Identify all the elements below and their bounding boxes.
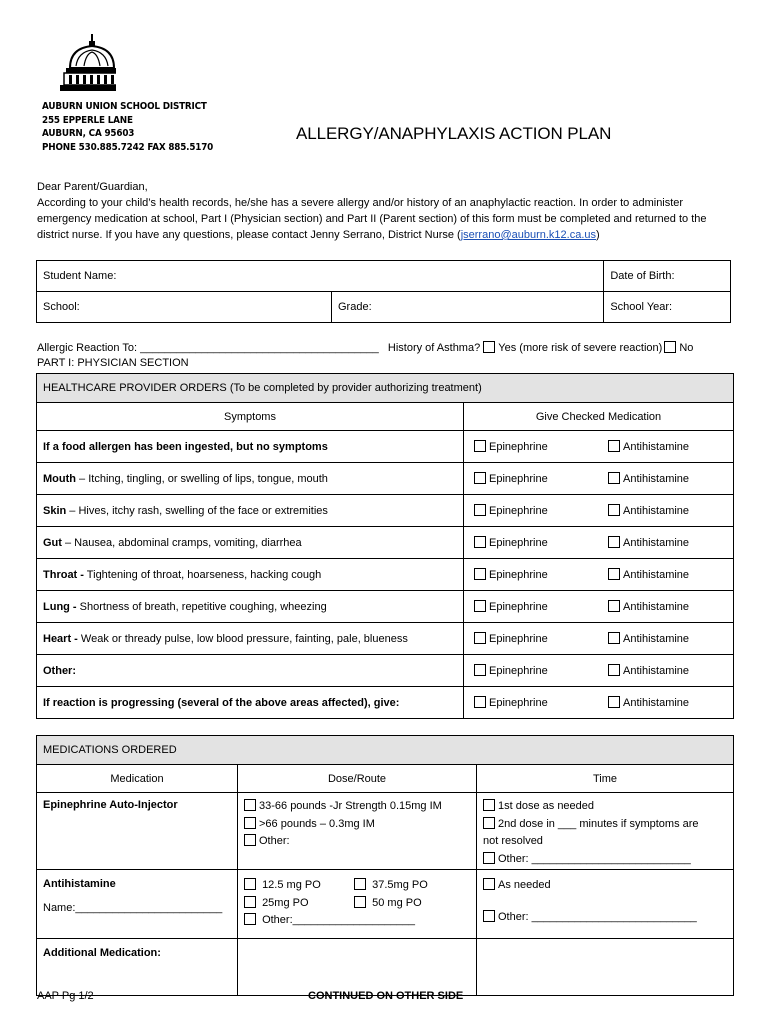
antihistamine-option[interactable] — [602, 655, 734, 687]
symptom-cell — [37, 431, 464, 463]
epi-dose2-checkbox[interactable] — [244, 817, 256, 829]
symptom-name: Gut — [43, 536, 62, 549]
district-name: AUBURN UNION SCHOOL DISTRICT — [42, 101, 207, 112]
epi-dose2-label: >66 pounds – 0.3mg IM — [259, 817, 375, 830]
intro-body — [37, 195, 737, 243]
medication-col-header: Give Checked Medication — [464, 403, 734, 431]
epinephrine-option[interactable] — [464, 591, 603, 623]
epinephrine-option[interactable] — [464, 463, 603, 495]
anti-dose5-checkbox[interactable] — [244, 913, 256, 925]
symptom-name: If a food allergen has been ingested, but no symptoms — [43, 440, 328, 453]
antihistamine-option[interactable] — [602, 431, 734, 463]
antihistamine-label: Antihistamine — [623, 473, 690, 485]
symptom-name: If reaction is progressing (several of the above areas affected), give: — [43, 696, 400, 709]
student-info-table — [36, 260, 731, 323]
antihistamine-label: Antihistamine — [623, 665, 690, 677]
epinephrine-label: Epinephrine — [489, 505, 548, 517]
anti-dose1-label: 12.5 mg PO — [262, 879, 321, 891]
symptom-cell — [37, 623, 464, 655]
additional-med-row — [37, 939, 734, 996]
symptom-cell — [37, 591, 464, 623]
epinephrine-label: Epinephrine — [489, 665, 548, 677]
antihistamine-label: Antihistamine — [623, 441, 690, 453]
antihistamine-checkbox[interactable] — [608, 664, 620, 676]
antihistamine-label: Antihistamine — [623, 601, 690, 613]
epinephrine-checkbox[interactable] — [474, 504, 486, 516]
epinephrine-checkbox[interactable] — [474, 696, 486, 708]
intro-letter — [37, 179, 737, 243]
antihistamine-checkbox[interactable] — [608, 472, 620, 484]
epinephrine-label: Epinephrine — [489, 473, 548, 485]
epinephrine-checkbox[interactable] — [474, 472, 486, 484]
orders-header: HEALTHCARE PROVIDER ORDERS (To be completed by provider authorizing treatment) — [37, 374, 734, 403]
epinephrine-option[interactable] — [464, 655, 603, 687]
epi-med-name: Epinephrine Auto-Injector — [37, 793, 238, 870]
reaction-line — [37, 341, 693, 354]
asthma-yes-label: Yes (more risk of severe reaction) — [498, 342, 663, 354]
anti-dose4-checkbox[interactable] — [354, 896, 366, 908]
epinephrine-option[interactable] — [464, 527, 603, 559]
symptom-desc: – Itching, tingling, or swelling of lips, tongue, mouth — [75, 472, 328, 485]
epi-time3-field[interactable]: Other: __________________________ — [498, 852, 691, 865]
antihistamine-checkbox[interactable] — [608, 696, 620, 708]
school-field[interactable]: School: — [37, 292, 332, 323]
greeting: Dear Parent/Guardian, — [37, 181, 148, 193]
epi-dose3-label: Other: — [259, 835, 290, 847]
district-city: AUBURN, CA 95603 — [42, 128, 135, 139]
antihistamine-checkbox[interactable] — [608, 568, 620, 580]
anti-time2-checkbox[interactable] — [483, 910, 495, 922]
page-title: ALLERGY/ANAPHYLAXIS ACTION PLAN — [296, 124, 612, 143]
epinephrine-option[interactable] — [464, 559, 603, 591]
provider-orders-table — [36, 373, 734, 719]
epi-time1-label: 1st dose as needed — [498, 800, 595, 812]
time-col-header: Time — [477, 765, 734, 793]
antihistamine-option[interactable] — [602, 527, 734, 559]
symptom-cell — [37, 687, 464, 719]
symptom-row — [37, 623, 734, 655]
symptom-name: Mouth — [43, 472, 76, 485]
additional-med-label: Additional Medication: — [37, 939, 238, 996]
symptom-name: Lung - — [43, 600, 77, 613]
nurse-email-link[interactable]: jserrano@auburn.k12.ca.us — [460, 229, 597, 241]
anti-dose3-label: 25mg PO — [262, 896, 309, 909]
page-number: AAP Pg 1/2 — [37, 990, 94, 1002]
anti-time2-field[interactable]: Other: ___________________________ — [498, 910, 697, 923]
orders-rows — [37, 431, 734, 719]
epinephrine-option[interactable] — [464, 431, 603, 463]
epinephrine-checkbox[interactable] — [474, 536, 486, 548]
anti-time1-checkbox[interactable] — [483, 878, 495, 890]
symptom-name: Heart - — [43, 632, 78, 645]
epinephrine-option[interactable] — [464, 623, 603, 655]
epinephrine-checkbox[interactable] — [474, 440, 486, 452]
anti-dose1-checkbox[interactable] — [244, 878, 256, 890]
district-phone: PHONE 530.885.7242 FAX 885.5170 — [42, 141, 214, 153]
symptom-cell — [37, 463, 464, 495]
symptom-desc: – Nausea, abdominal cramps, vomiting, diarrhea — [61, 536, 302, 549]
anti-dose3-checkbox[interactable] — [244, 896, 256, 908]
epinephrine-checkbox[interactable] — [474, 664, 486, 676]
antihistamine-label: Antihistamine — [623, 633, 690, 645]
asthma-no-checkbox[interactable] — [664, 341, 676, 353]
symptom-row — [37, 495, 734, 527]
anti-dose5-field[interactable]: Other:____________________ — [262, 914, 415, 926]
epi-dose3-checkbox[interactable] — [244, 834, 256, 846]
antihistamine-option[interactable] — [602, 623, 734, 655]
epinephrine-label: Epinephrine — [489, 569, 548, 581]
epinephrine-option[interactable] — [464, 687, 603, 719]
capitol-dome-logo — [56, 32, 116, 94]
additional-dose-cell[interactable] — [238, 939, 477, 996]
asthma-no-label: No — [679, 342, 694, 354]
epinephrine-option[interactable] — [464, 495, 603, 527]
epinephrine-label: Epinephrine — [489, 441, 548, 453]
epinephrine-checkbox[interactable] — [474, 600, 486, 612]
intro-close: ) — [596, 229, 600, 241]
antihistamine-option[interactable] — [602, 463, 734, 495]
symptom-desc: – Hives, itchy rash, swelling of the face or extremities — [66, 504, 328, 517]
epi-time3-checkbox[interactable] — [483, 852, 495, 864]
symptom-name: Skin — [43, 504, 67, 517]
epinephrine-label: Epinephrine — [489, 633, 548, 645]
epi-time2-checkbox[interactable] — [483, 817, 495, 829]
part1-heading: PART I: PHYSICIAN SECTION — [37, 357, 189, 369]
student-name-field[interactable]: Student Name: — [37, 261, 604, 292]
antihistamine-label: Antihistamine — [623, 505, 690, 517]
epi-time2b-label: not resolved — [483, 835, 543, 847]
symptom-row — [37, 463, 734, 495]
antihistamine-checkbox[interactable] — [608, 632, 620, 644]
antihistamine-option[interactable] — [602, 591, 734, 623]
medications-table — [36, 735, 734, 996]
asthma-yes-checkbox[interactable] — [483, 341, 495, 353]
antihistamine-option[interactable] — [602, 559, 734, 591]
anti-time1-label: As needed — [498, 879, 551, 891]
grade-field[interactable]: Grade: — [332, 292, 604, 323]
med-col-header: Medication — [37, 765, 238, 793]
symptom-name: Throat - — [43, 568, 84, 581]
symptom-row — [37, 687, 734, 719]
symptom-desc: Weak or thready pulse, low blood pressure, fainting, pale, blueness — [77, 632, 408, 645]
additional-time-cell[interactable] — [477, 939, 734, 996]
antihistamine-label: Antihistamine — [623, 537, 690, 549]
antihistamine-checkbox[interactable] — [608, 440, 620, 452]
antihistamine-checkbox[interactable] — [608, 536, 620, 548]
continued-note: CONTINUED ON OTHER SIDE — [308, 990, 464, 1002]
anti-name-field[interactable]: Name:________________________ — [43, 902, 223, 914]
symptom-row — [37, 431, 734, 463]
antihistamine-option[interactable] — [602, 495, 734, 527]
symptom-cell — [37, 495, 464, 527]
symptom-cell — [37, 527, 464, 559]
intro-text: According to your child’s health records, he/she has a severe allergy and/or history of an anaphylactic reaction. In order to administer emergency medication at school, Part I (Physician section) and Part II (Parent section) of this form must be completed and returned to the district nurse. If you have any questions, please contact Jenny Serrano, District Nurse ( — [37, 197, 707, 241]
meds-header: MEDICATIONS ORDERED — [37, 736, 734, 765]
epi-time2-label: 2nd dose in ___ minutes if symptoms are — [498, 817, 699, 830]
district-address — [42, 100, 213, 154]
anti-dose4-label: 50 mg PO — [372, 896, 422, 909]
school-year-field[interactable]: School Year: — [604, 292, 731, 323]
antihistamine-label: Antihistamine — [623, 697, 690, 709]
symptom-desc: Tightening of throat, hoarseness, hacking cough — [83, 568, 322, 581]
symptom-row — [37, 559, 734, 591]
symptom-name: Other: — [43, 664, 76, 677]
symptom-row — [37, 655, 734, 687]
epinephrine-row — [37, 793, 734, 870]
symptoms-col-header: Symptoms — [37, 403, 464, 431]
epi-dose1-checkbox[interactable] — [244, 799, 256, 811]
epi-time1-checkbox[interactable] — [483, 799, 495, 811]
epinephrine-label: Epinephrine — [489, 697, 548, 709]
district-street: 255 EPPERLE LANE — [42, 114, 133, 126]
anti-dose2-checkbox[interactable] — [354, 878, 366, 890]
epi-dose1-label: 33-66 pounds -Jr Strength 0.15mg IM — [259, 800, 442, 812]
symptom-desc: Shortness of breath, repetitive coughing, wheezing — [76, 600, 327, 613]
antihistamine-label: Antihistamine — [623, 569, 690, 581]
epinephrine-checkbox[interactable] — [474, 632, 486, 644]
antihistamine-option[interactable] — [602, 687, 734, 719]
symptom-row — [37, 591, 734, 623]
anti-dose2-label: 37.5mg PO — [372, 879, 428, 891]
dob-field[interactable]: Date of Birth: — [604, 261, 731, 292]
antihistamine-row — [37, 870, 734, 939]
antihistamine-checkbox[interactable] — [608, 504, 620, 516]
symptom-row — [37, 527, 734, 559]
symptom-cell — [37, 655, 464, 687]
allergic-reaction-field[interactable]: Allergic Reaction To: _______________________________________ — [37, 342, 379, 354]
dose-col-header: Dose/Route — [238, 765, 477, 793]
epinephrine-label: Epinephrine — [489, 537, 548, 549]
anti-med-name: Antihistamine — [43, 878, 116, 890]
antihistamine-checkbox[interactable] — [608, 600, 620, 612]
epinephrine-label: Epinephrine — [489, 601, 548, 613]
asthma-label: History of Asthma? — [387, 342, 481, 354]
symptom-cell — [37, 559, 464, 591]
epinephrine-checkbox[interactable] — [474, 568, 486, 580]
